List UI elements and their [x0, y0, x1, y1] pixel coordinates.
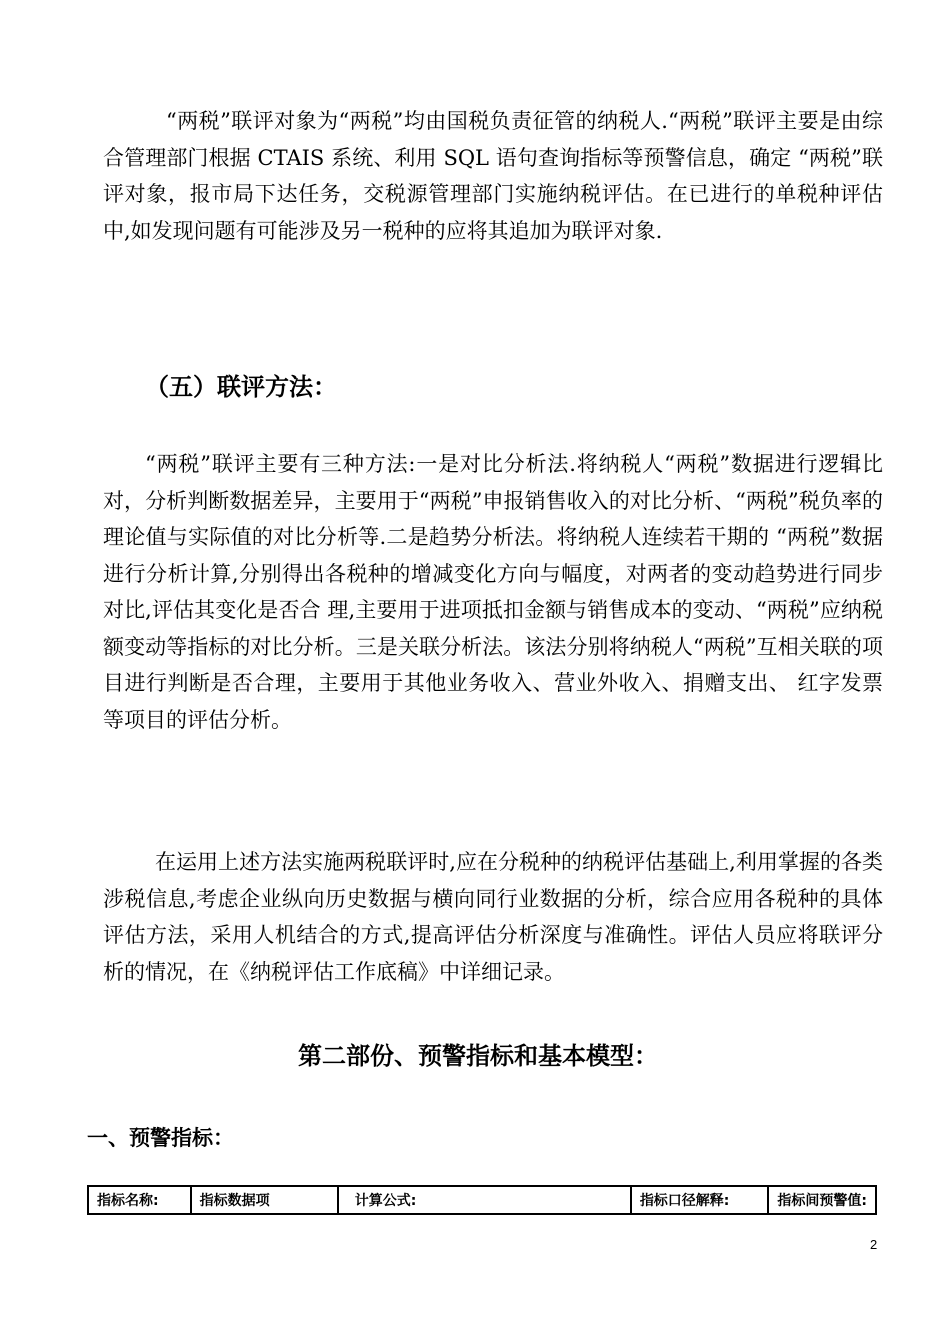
paragraph-evaluation-objects: “两税”联评对象为“两税”均由国税负责征管的纳税人.“两税”联评主要是由综合管理部门根据 CTAIS 系统、利用 SQL 语句查询指标等预警信息，确定 “两税”联评对象，报市局下达任务，交税源管理部门实施纳税评估。在已进行的单税种评估中,如发现问题有可能涉及另一税种的应将其追加为联评对象.: [103, 109, 883, 243]
table-header-row: [88, 1186, 876, 1214]
header-warning-value: 指标间预警值:: [768, 1186, 876, 1214]
heading-section-5-methods: （五）联评方法：: [145, 373, 337, 401]
header-formula: 计算公式:: [338, 1186, 631, 1214]
heading-part-2: 第二部份、预警指标和基本模型：: [298, 1042, 658, 1070]
paragraph-application: 在运用上述方法实施两税联评时,应在分税种的纳税评估基础上,利用掌握的各类涉税信息,考虑企业纵向历史数据与横向同行业数据的分析，综合应用各税种的具体评估方法，采用人机结合的方式,提高评估分析深度与准确性。评估人员应将联评分析的情况，在《纳税评估工作底稿》中详细记录。: [103, 850, 883, 984]
page-number: 2: [870, 1237, 878, 1252]
paragraph-methods: “两税”联评主要有三种方法:一是对比分析法.将纳税人“两税”数据进行逻辑比对，分析判断数据差异，主要用于“两税”申报销售收入的对比分析、“两税”税负率的理论值与实际值的对比分析等.二是趋势分析法。将纳税人连续若干期的 “两税”数据进行分析计算,分别得出各税种的增减变化方向与幅度，对两者的变动趋势进行同步对比,评估其变化是否合 理,主要用于进项抵扣金额与销售成本的变动、“两税”应纳税额变动等指标的对比分析。三是关联分析法。该法分别将纳税人“两税”互相关联的项目进行判断是否合理，主要用于其他业务收入、营业外收入、捐赠支出、 红字发票等项目的评估分析。: [103, 452, 883, 732]
header-data-items: 指标数据项: [191, 1186, 338, 1214]
indicator-table: [87, 1185, 877, 1215]
header-definition: 指标口径解释:: [631, 1186, 769, 1214]
header-indicator-name: 指标名称:: [88, 1186, 191, 1214]
heading-warning-indicators: 一、预警指标：: [87, 1126, 234, 1150]
